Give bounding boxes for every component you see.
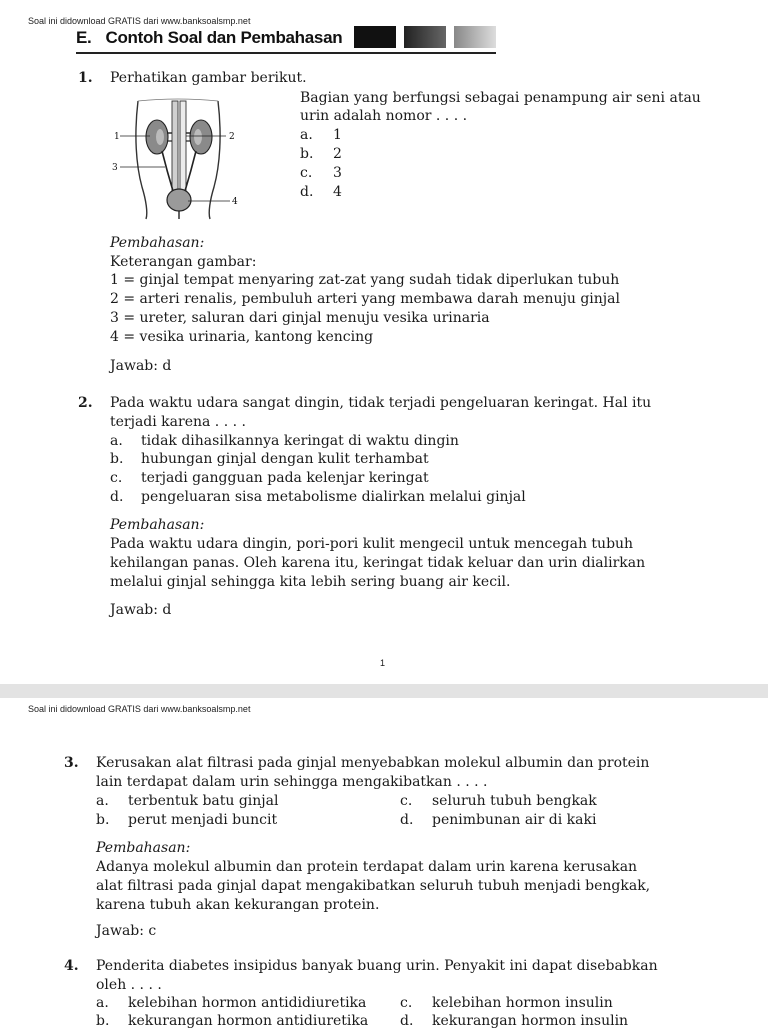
discussion-line: karena tubuh akan kekurangan protein. — [96, 897, 380, 913]
discussion-title: Pembahasan: — [96, 840, 191, 856]
option-d: d. 4 — [300, 184, 342, 200]
option-a: a. tidak dihasilkannya keringat di waktu dingin — [110, 433, 459, 449]
option-d: d. kekurangan hormon insulin — [400, 1013, 629, 1029]
question-stem: lain terdapat dalam urin sehingga mengakibatkan . . . . — [96, 774, 488, 790]
figure-label-2: 2 — [229, 132, 235, 142]
option-a: a. terbentuk batu ginjal — [96, 793, 279, 809]
question-stem: Penderita diabetes insipidus banyak buang urin. Penyakit ini dapat disebabkan — [96, 958, 658, 974]
option-a: a. 1 — [300, 127, 342, 143]
page-separator — [0, 684, 768, 698]
discussion-line: melalui ginjal sehingga kita lebih sering buang air kecil. — [110, 574, 511, 590]
figure-label-1: 1 — [114, 132, 120, 142]
option-c: c. seluruh tubuh bengkak — [400, 793, 597, 809]
question-stem: Kerusakan alat filtrasi pada ginjal menyebabkan molekul albumin dan protein — [96, 755, 650, 771]
question-number: 1. — [78, 70, 93, 86]
option-b: b. 2 — [300, 146, 342, 162]
section-header — [76, 24, 496, 54]
question-text: Bagian yang berfungsi sebagai penampung air seni atau — [300, 90, 701, 106]
option-c: c. 3 — [300, 165, 342, 181]
section-title — [76, 28, 342, 48]
figure-label-4: 4 — [232, 197, 238, 207]
option-b: b. perut menjadi buncit — [96, 812, 278, 828]
figure-label-3: 3 — [112, 163, 118, 173]
section-rule — [76, 52, 496, 54]
question-stem: Perhatikan gambar berikut. — [110, 70, 307, 86]
discussion-line: alat filtrasi pada ginjal dapat mengakibatkan seluruh tubuh menjadi bengkak, — [96, 878, 651, 894]
answer: Jawab: d — [110, 358, 172, 374]
answer: Jawab: c — [96, 923, 157, 939]
page-2 — [0, 698, 768, 1029]
question-stem: terjadi karena . . . . — [110, 414, 246, 430]
option-c: c. kelebihan hormon insulin — [400, 995, 613, 1011]
question-stem: oleh . . . . — [96, 977, 162, 993]
question-stem: Pada waktu udara sangat dingin, tidak terjadi pengeluaran keringat. Hal itu — [110, 395, 652, 411]
urinary-system-diagram — [110, 95, 245, 220]
discussion-line: 3 = ureter, saluran dari ginjal menuju vesika urinaria — [110, 310, 490, 326]
discussion-title: Pembahasan: — [110, 517, 205, 533]
page-number: 1 — [380, 658, 386, 668]
question-text: urin adalah nomor . . . . — [300, 108, 468, 124]
header-shade-block — [354, 26, 396, 48]
urinary-system-figure — [110, 95, 245, 220]
answer: Jawab: d — [110, 602, 172, 618]
section-letter: E. — [76, 28, 92, 47]
section-title-text: Contoh Soal dan Pembahasan — [105, 28, 343, 47]
discussion-line: 4 = vesika urinaria, kantong kencing — [110, 329, 374, 345]
question-number: 4. — [64, 958, 79, 974]
source-note: Soal ini didownload GRATIS dari www.banksoalsmp.net — [28, 704, 251, 714]
discussion-line: Adanya molekul albumin dan protein terdapat dalam urin karena kerusakan — [96, 859, 638, 875]
header-shade-block — [404, 26, 446, 48]
discussion-line: Keterangan gambar: — [110, 254, 257, 270]
source-note: Soal ini didownload GRATIS dari www.banksoalsmp.net — [28, 16, 251, 26]
discussion-line: 1 = ginjal tempat menyaring zat-zat yang sudah tidak diperlukan tubuh — [110, 272, 620, 288]
discussion-title: Pembahasan: — [110, 235, 205, 251]
discussion-line: kehilangan panas. Oleh karena itu, keringat tidak keluar dan urin dialirkan — [110, 555, 646, 571]
option-c: c. terjadi gangguan pada kelenjar keringat — [110, 470, 429, 486]
option-b: b. hubungan ginjal dengan kulit terhambat — [110, 451, 429, 467]
option-d: d. penimbunan air di kaki — [400, 812, 597, 828]
option-d: d. pengeluaran sisa metabolisme dialirkan melalui ginjal — [110, 489, 526, 505]
header-shade-block — [454, 26, 496, 48]
option-a: a. kelebihan hormon antididiuretika — [96, 995, 367, 1011]
discussion-line: 2 = arteri renalis, pembuluh arteri yang membawa darah menuju ginjal — [110, 291, 620, 307]
question-number: 2. — [78, 395, 93, 411]
question-number: 3. — [64, 755, 79, 771]
option-b: b. kekurangan hormon antidiuretika — [96, 1013, 369, 1029]
discussion-line: Pada waktu udara dingin, pori-pori kulit mengecil untuk mencegah tubuh — [110, 536, 634, 552]
